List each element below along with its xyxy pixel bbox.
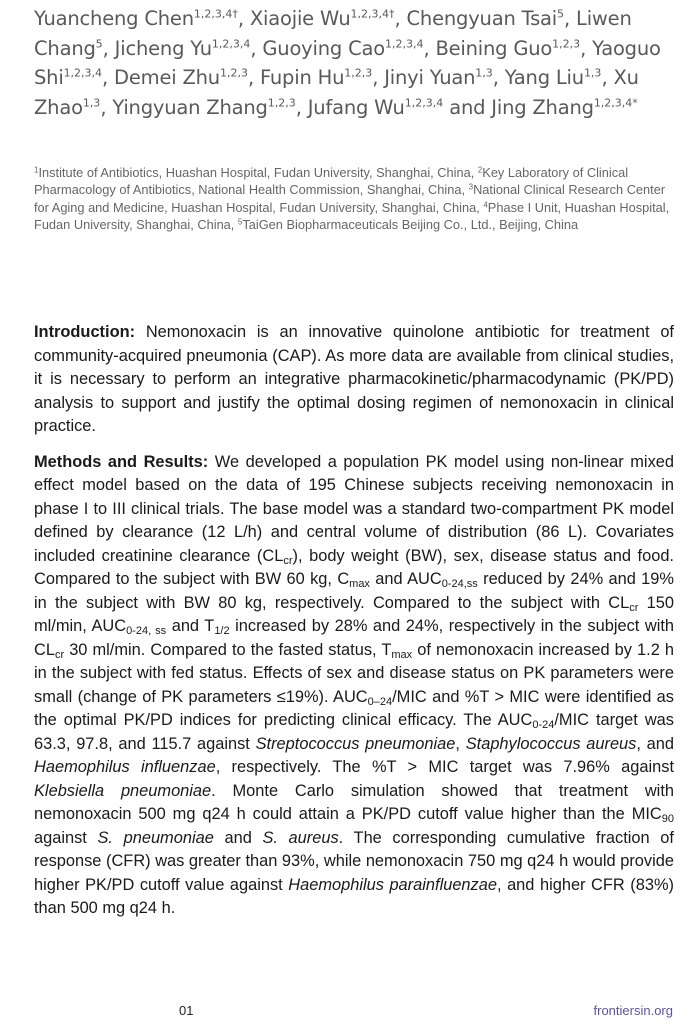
- methods-heading: Methods and Results:: [34, 452, 209, 471]
- introduction-text: Nemonoxacin is an innovative quinolone antibiotic for treatment of community-acquired pneumonia (CAP). As more data are available from clinical studies, it is necessary to perform an integrative pharmacokinetic/pharmacodynamic (PK/PD) analysis to support and justify the optimal dosing regimen of nemonoxacin in clinical practice.: [34, 323, 674, 435]
- author-name: Chengyuan Tsai$^5$: [406, 7, 565, 30]
- methods-paragraph: Methods and Results: We developed a population PK model using non-linear mixed effect model based on the data of 195 Chinese subjects receiving nemonoxacin in phase I to III clinical trials. The base model was a standard two-compartment PK model defined by clearance (12 L/h) and central volume of distribution (86 L). Covariates included creatinine clearance $(CL_{cr})$, body weight (BW), sex, disease status and food. Compared to the subject with BW 60 kg, $C_{max}$ and $AUC_{0-24,ss}$ reduced by 24% and 19% in the subject with BW 80 kg, respectively. Compared to the subject with $CL_{cr}$ 150 ml/min, $AUC_{0-24, ss}$ and $T_{1/2}$ increased by 28% and 24%, respectively in the subject with $CL_{cr}$ 30 ml/min. Compared to the fasted status, $T_{max}$ of nemonoxacin increased by 1.2 h in the subject with fed status. Effects of sex and disease status on PK parameters were small (change of PK parameters ≤19%). $AUC_{0-24}$/MIC and %T > MIC were identified as the optimal PK/PD indices for predicting clinical efficacy. The $AUC_{0-24}$/MIC target was 63.3, 97.8, and 115.7 against Streptococcus pneumoniae, Staphylococcus aureus, and Haemophilus influenzae, respectively. The %T > MIC target was 7.96% against Klebsiella pneumoniae. Monte Carlo simulation showed that treatment with nemonoxacin 500 mg q24 h could attain a PK/PD cutoff value higher than the $MIC_{90}$ against S. pneumoniae and S. aureus. The corresponding cumulative fraction of response (CFR) was greater than 93%, while nemonoxacin 750 mg q24 h would provide higher PK/PD cutoff value against Haemophilus parainfluenzae, and higher CFR (83%) than 500 mg q24 h.: [34, 452, 675, 917]
- affiliation-number: 3: [468, 182, 474, 192]
- affiliation-text: TaiGen Biopharmaceuticals Beijing Co., Ltd., Beijing, China: [242, 216, 579, 232]
- affiliation-number: 1: [34, 165, 39, 175]
- author-affiliation-marker: 1,2,3: [267, 95, 296, 109]
- subscript: max: [391, 648, 413, 661]
- author-affiliation-marker: 1,2,3,4: [211, 36, 251, 50]
- subscript: max: [349, 577, 370, 590]
- author-name: Yaoguo Shi$^{1,2,3,4}$: [34, 36, 661, 89]
- author-name: Fupin Hu$^{1,2,3}$: [259, 66, 373, 89]
- page-number: 01: [179, 1003, 194, 1018]
- species-name: S. pneumoniae: [97, 828, 214, 847]
- affiliation-number: 5: [237, 217, 243, 227]
- species-name: Staphylococcus aureus: [465, 734, 637, 753]
- author-name: Jing Zhang$^{1,2,3,4*}$: [491, 95, 638, 119]
- author-affiliation-marker: 1,2,3,4†: [193, 7, 238, 21]
- species-name: Streptococcus pneumoniae: [255, 734, 456, 753]
- species-name: Haemophilus parainfluenzae: [288, 875, 497, 894]
- author-affiliation-marker: 1,3: [82, 95, 101, 109]
- author-name: Xiaojie $Wu^{1,2,3,4\dagger}$: [249, 7, 395, 30]
- author-affiliation-marker: 1,3: [475, 66, 493, 80]
- species-name: Haemophilus influenzae: [34, 758, 216, 776]
- author-affiliation-marker: 5: [95, 36, 103, 50]
- species-name: S. aureus: [262, 828, 339, 847]
- species-name: Klebsiella pneumoniae: [34, 781, 212, 800]
- subscript: 90: [661, 812, 674, 825]
- subscript: 1/2: [214, 624, 230, 637]
- subscript: cr: [629, 601, 639, 614]
- author-affiliation-marker: 1,2,3: [219, 66, 248, 80]
- author-name: Jicheng Yu$^{1,2,3,4}$: [114, 36, 251, 60]
- author-name: Yang Liu$^{1,3}$: [504, 66, 602, 89]
- subscript: cr: [54, 648, 65, 661]
- author-affiliation-marker: 1,2,3,4: [63, 66, 103, 80]
- author-name: Guoying Cao$^{1,2,3,4}$: [262, 36, 424, 60]
- author-name: Demei Zhu$^{1,2,3}$: [114, 66, 248, 89]
- introduction-paragraph: [34, 321, 674, 439]
- author-affiliation-marker: 1,3: [583, 66, 602, 80]
- author-name: Jufang Wu$^{1,2,3,4}$: [307, 95, 444, 119]
- abstract: [34, 321, 674, 933]
- author-affiliation-marker: 1,2,3: [552, 36, 581, 50]
- affiliation-text: National Clinical Research Center for Aging and Medicine, Huashan Hospital, Fudan University, Shanghai, China,: [34, 182, 666, 215]
- affiliation-number: 4: [483, 200, 488, 210]
- author-name: Xu Zhao$^{1,3}$: [34, 66, 639, 119]
- affiliation-text: Phase I Unit, Huashan Hospital, Fudan University, Shanghai, China,: [34, 199, 670, 232]
- subscript: cr: [283, 554, 293, 567]
- subscript: 0-24: [532, 718, 555, 731]
- author-name: Liwen Chang$^5$: [34, 7, 632, 60]
- affiliations: [34, 164, 679, 233]
- author-name: Yuancheng Chen$^{1,2,3,4\dagger}$: [34, 7, 238, 30]
- subscript: 0–24: [367, 695, 393, 708]
- author-affiliation-marker: 1,2,3,4†: [350, 7, 395, 21]
- affiliation-text: Key Laboratory of Clinical Pharmacology of Antibiotics, National Health Commission, Shanghai, China,: [34, 165, 629, 198]
- author-affiliation-marker: 1,2,3,4*: [593, 95, 638, 109]
- author-affiliation-marker: 1,2,3: [344, 66, 373, 80]
- subscript: 0-24,ss: [441, 577, 478, 590]
- affiliation-number: 2: [477, 165, 483, 175]
- affiliation-text: Institute of Antibiotics, Huashan Hospital, Fudan University, Shanghai, China,: [38, 165, 478, 180]
- author-list: Yuancheng Chen$^{1,2,3,4\dagger}$, Xiaojie $Wu^{1,2,3,4\dagger}$, Chengyuan Tsai$^5$, Liwen Chang$^5$, Jicheng Yu$^{1,2,3,4}$, Guoying Cao$^{1,2,3,4}$, Beining Guo$^{1,2,3}$, Yaoguo Shi$^{1,2,3,4}$, Demei Zhu$^{1,2,3}$, Fupin Hu$^{1,2,3}$, Jinyi Yuan$^{1,3}$, Yang Liu$^{1,3}$, Xu Zhao$^{1,3}$, Yingyuan Zhang$^{1,2,3}$, Jufang Wu$^{1,2,3,4}$ and Jing Zhang$^{1,2,3,4*}$: [34, 7, 661, 119]
- introduction-heading: Introduction:: [34, 323, 136, 341]
- author-name: Yingyuan Zhang$^{1,2,3}$: [112, 95, 296, 119]
- author-affiliation-marker: 1,2,3,4: [404, 95, 444, 109]
- author-affiliation-marker: 1,2,3,4: [384, 36, 424, 50]
- journal-site-link[interactable]: frontiersin.org: [593, 1003, 673, 1018]
- subscript: 0-24, ss: [126, 624, 167, 637]
- author-name: Beining Guo$^{1,2,3}$: [435, 36, 581, 60]
- author-name: Jinyi Yuan$^{1,3}$: [384, 66, 493, 89]
- author-affiliation-marker: 5: [557, 7, 565, 21]
